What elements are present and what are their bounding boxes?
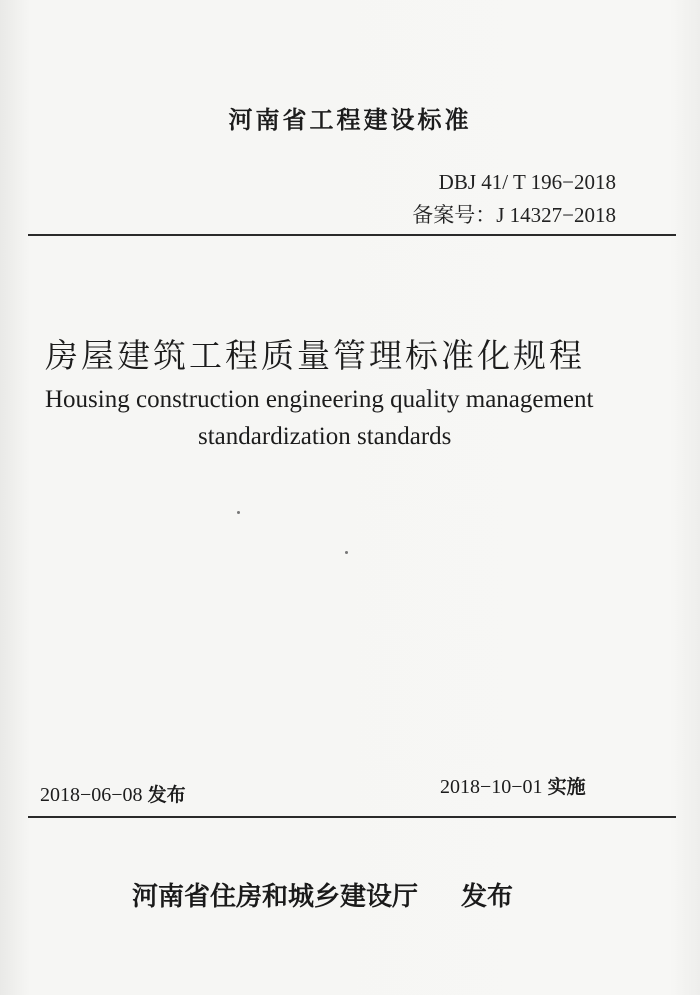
record-number: 备案号：J 14327−2018 (412, 203, 616, 227)
effective-date-value: 2018−10−01 (440, 776, 543, 798)
standard-number: DBJ 41/ T 196−2018 (438, 170, 616, 194)
main-title-chinese: 房屋建筑工程质量管理标准化规程 (45, 336, 585, 375)
publisher-action: 发布 (461, 882, 514, 912)
release-date (40, 780, 186, 807)
release-date-value: 2018−06−08 (40, 784, 143, 806)
header-title: 河南省工程建设标准 (228, 106, 472, 134)
main-title-english-line2: standardization standards (198, 423, 452, 450)
effective-date-label: 实施 (547, 776, 586, 798)
main-title-english-line1: Housing construction engineering quality management (45, 386, 594, 413)
paper-speck (345, 551, 348, 554)
bottom-divider (28, 816, 676, 818)
top-divider (28, 234, 676, 236)
publisher-name: 河南省住房和城乡建设厅 (132, 882, 419, 912)
release-date-label: 发布 (147, 784, 186, 806)
effective-date (440, 772, 586, 799)
paper-speck (237, 511, 240, 514)
